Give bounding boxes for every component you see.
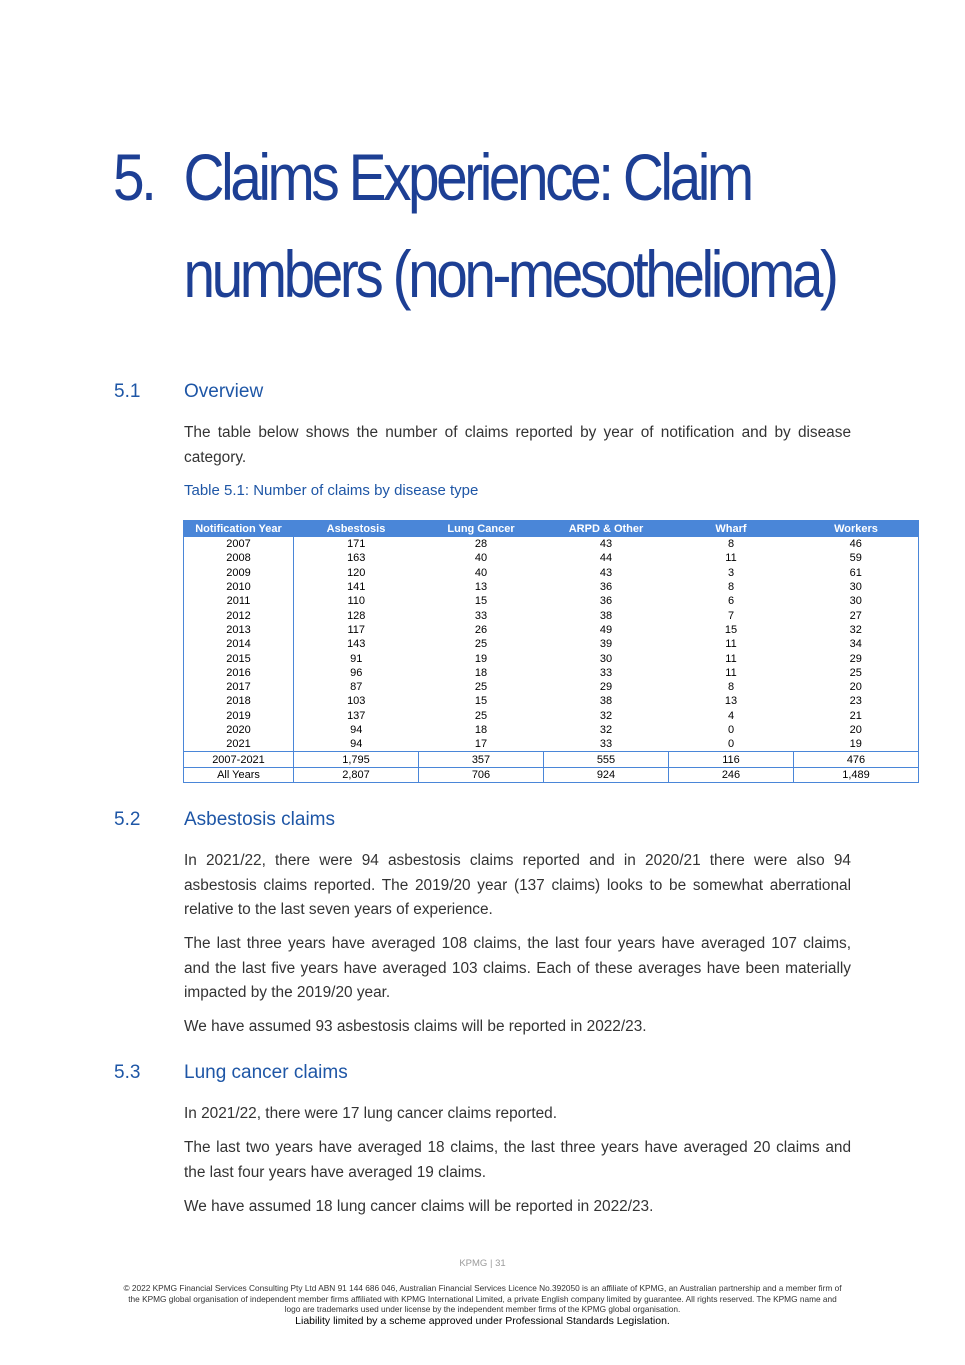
table-cell: 2010 — [184, 580, 294, 594]
table-row — [184, 666, 919, 680]
table-cell: 117 — [347, 623, 366, 636]
table-cell: 26 — [474, 623, 488, 636]
table-cell: 128 — [347, 609, 366, 622]
table-cell: 11 — [725, 638, 737, 651]
table-caption: Table 5.1: Number of claims by disease type — [184, 482, 479, 499]
table-cell: 2013 — [184, 623, 294, 637]
table-cell: 15 — [724, 623, 738, 636]
table-cell: 2014 — [184, 637, 294, 651]
table-cell: 2008 — [184, 551, 294, 565]
table-cell: 171 — [347, 538, 366, 551]
table-cell: 49 — [599, 623, 613, 636]
table-cell: 20 — [794, 723, 919, 737]
legal-notice: © 2022 KPMG Financial Services Consulting Pty Ltd ABN 91 144 686 046, Australian Financial Services Licence No.392050 is an affiliate of KPMG, an Australian partnership and a member firm of the KPMG global organisation of independent member firms affiliated with KPMG International Limited, a private English company limited by guarantee. All rights reserved. The KPMG name and logo are trademarks used under license by the independent member firms of the KPMG global organisation. — [123, 1283, 842, 1315]
table-cell: 33 — [544, 737, 669, 752]
table-cell: 15 — [474, 595, 488, 608]
table-cell: 33 — [599, 666, 613, 679]
header-notification-year: Notification Year — [184, 521, 294, 537]
table-row — [184, 551, 919, 565]
table-cell: 40 — [474, 552, 488, 565]
table-cell: 96 — [350, 666, 363, 679]
table-cell: 137 — [347, 709, 366, 722]
table-cell: 25 — [474, 709, 488, 722]
section-number-overview: 5.1 — [114, 381, 141, 402]
table-cell: 20 — [794, 680, 919, 694]
table-total-cell: 116 — [669, 752, 794, 767]
table-row — [184, 566, 919, 580]
table-cell: 29 — [794, 651, 919, 665]
table-cell: 2015 — [184, 651, 294, 665]
table-cell: 34 — [794, 637, 919, 651]
table-cell: 103 — [347, 695, 366, 708]
table-total-cell: 246 — [669, 767, 794, 782]
table-cell: 91 — [350, 652, 363, 665]
table-cell: 0 — [669, 737, 794, 752]
table-cell: 120 — [347, 566, 366, 579]
table-cell: 2016 — [184, 666, 294, 680]
table-total-row — [184, 767, 919, 782]
section-title-asbestosis: Asbestosis claims — [184, 809, 335, 830]
table-cell: 18 — [474, 724, 488, 736]
asbestosis-paragraph-2: The last three years have averaged 108 claims, the last four years have averaged 107 claims, and the last five years have averaged 103 claims. Each of these averages have been materially impacted by the 2019/20 year. — [184, 935, 851, 1001]
lung-paragraph-2: The last two years have averaged 18 claims, the last three years have averaged 20 claims and the last four years have averaged 19 claims. — [184, 1139, 851, 1181]
table-header-row — [184, 521, 919, 537]
table-cell: 27 — [794, 608, 919, 622]
table-cell: 30 — [794, 580, 919, 594]
table-cell: 2011 — [184, 594, 294, 608]
table-cell: 2012 — [184, 608, 294, 622]
table-cell: 46 — [794, 537, 919, 552]
table-cell: 143 — [347, 638, 366, 651]
section-title-overview: Overview — [184, 381, 264, 402]
chapter-title-line2: numbers (non-mesothelioma) — [183, 237, 836, 311]
header-lung-cancer: Lung Cancer — [419, 521, 544, 537]
table-cell: 28 — [474, 538, 488, 551]
table-cell: 2017 — [184, 680, 294, 694]
table-cell: 8 — [727, 581, 735, 594]
table-cell: 33 — [474, 609, 488, 622]
table-cell: 13 — [724, 695, 738, 708]
table-cell: 23 — [794, 694, 919, 708]
table-cell: 18 — [474, 666, 488, 679]
table-cell: 2021 — [184, 737, 294, 752]
table-row — [184, 694, 919, 708]
table-cell: 19 — [474, 652, 488, 665]
table-cell: 110 — [347, 595, 366, 608]
table-cell: 29 — [599, 681, 613, 694]
table-row — [184, 737, 919, 752]
table-cell: 2019 — [184, 709, 294, 723]
table-row — [184, 623, 919, 637]
section-number-asbestosis: 5.2 — [114, 809, 141, 830]
table-cell: 25 — [474, 638, 488, 651]
page-number: KPMG | 31 — [459, 1258, 506, 1269]
claims-table — [183, 520, 919, 783]
table-cell: 11 — [725, 652, 737, 665]
header-workers: Workers — [794, 521, 919, 537]
table-cell: 7 — [727, 609, 735, 622]
table-cell: 30 — [599, 652, 613, 665]
table-cell: 6 — [727, 595, 735, 608]
table-row — [184, 680, 919, 694]
overview-paragraph: The table below shows the number of claims reported by year of notification and by disease category. — [184, 424, 851, 466]
table-cell: 17 — [419, 737, 544, 752]
table-cell: 30 — [794, 594, 919, 608]
table-total-cell: 1,795 — [294, 752, 419, 767]
table-cell: 8 — [727, 538, 735, 551]
table-row — [184, 651, 919, 665]
table-cell: 43 — [599, 566, 613, 579]
lung-paragraph-3: We have assumed 18 lung cancer claims will be reported in 2022/23. — [184, 1198, 654, 1215]
table-row — [184, 537, 919, 552]
table-cell: 94 — [294, 737, 419, 752]
table-cell: 38 — [599, 695, 613, 708]
header-wharf: Wharf — [669, 521, 794, 537]
table-cell: 39 — [599, 638, 613, 651]
table-cell: 2009 — [184, 566, 294, 580]
header-asbestosis: Asbestosis — [294, 521, 419, 537]
table-cell: 3 — [727, 566, 735, 579]
lung-paragraph-1: In 2021/22, there were 17 lung cancer claims reported. — [184, 1105, 558, 1122]
table-cell: 94 — [350, 724, 363, 736]
table-cell: 19 — [794, 737, 919, 752]
table-cell: 4 — [727, 709, 735, 722]
header-arpd-other: ARPD & Other — [544, 521, 669, 537]
chapter-title-line1: Claims Experience: Claim — [183, 140, 751, 214]
table-cell: 43 — [599, 538, 613, 551]
table-row — [184, 709, 919, 723]
table-cell: 25 — [474, 681, 488, 694]
table-cell: 38 — [599, 609, 613, 622]
table-cell: 163 — [347, 552, 366, 565]
table-total-cell: 555 — [544, 752, 669, 767]
table-total-cell: 706 — [419, 767, 544, 782]
table-row — [184, 580, 919, 594]
table-cell: 40 — [474, 566, 488, 579]
table-cell: 61 — [794, 566, 919, 580]
table-cell: 36 — [599, 581, 613, 594]
table-total-cell: 1,489 — [794, 767, 919, 782]
table-cell: 87 — [350, 681, 363, 694]
table-cell: 32 — [794, 623, 919, 637]
table-row — [184, 594, 919, 608]
table-cell: 44 — [599, 552, 613, 565]
table-cell: 2018 — [184, 694, 294, 708]
table-cell: 36 — [599, 595, 613, 608]
table-cell: 0 — [727, 724, 735, 736]
table-total-cell: 357 — [419, 752, 544, 767]
table-cell: 13 — [474, 581, 488, 594]
table-total-row — [184, 752, 919, 767]
table-total-cell: 924 — [544, 767, 669, 782]
table-row — [184, 608, 919, 622]
table-cell: 59 — [794, 551, 919, 565]
table-cell: 141 — [347, 581, 366, 594]
table-total-cell: 476 — [794, 752, 919, 767]
table-cell: 11 — [725, 666, 737, 679]
table-row — [184, 723, 919, 737]
table-cell: 32 — [599, 709, 613, 722]
table-cell: 2020 — [184, 723, 294, 737]
liability-notice: Liability limited by a scheme approved under Professional Standards Legislation. — [295, 1315, 670, 1327]
asbestosis-paragraph-3: We have assumed 93 asbestosis claims will be reported in 2022/23. — [184, 1018, 647, 1035]
chapter-number: 5. — [113, 140, 154, 214]
table-cell: 8 — [727, 681, 735, 694]
table-total-cell: 2007-2021 — [184, 752, 294, 767]
section-title-lung: Lung cancer claims — [184, 1062, 348, 1083]
table-total-cell: All Years — [184, 767, 294, 782]
table-cell: 32 — [599, 724, 613, 736]
table-total-cell: 2,807 — [294, 767, 419, 782]
table-row — [184, 637, 919, 651]
table-cell: 21 — [794, 709, 919, 723]
table-cell: 2007 — [184, 537, 294, 552]
asbestosis-paragraph-1: In 2021/22, there were 94 asbestosis claims reported and in 2020/21 there were also 94 asbestosis claims reported. The 2019/20 year (137 claims) looks to be somewhat aberrational relative to the last seven years of experience. — [184, 852, 851, 918]
table-cell: 25 — [794, 666, 919, 680]
table-cell: 11 — [725, 552, 737, 565]
section-number-lung: 5.3 — [114, 1062, 141, 1083]
table-cell: 15 — [474, 695, 488, 708]
